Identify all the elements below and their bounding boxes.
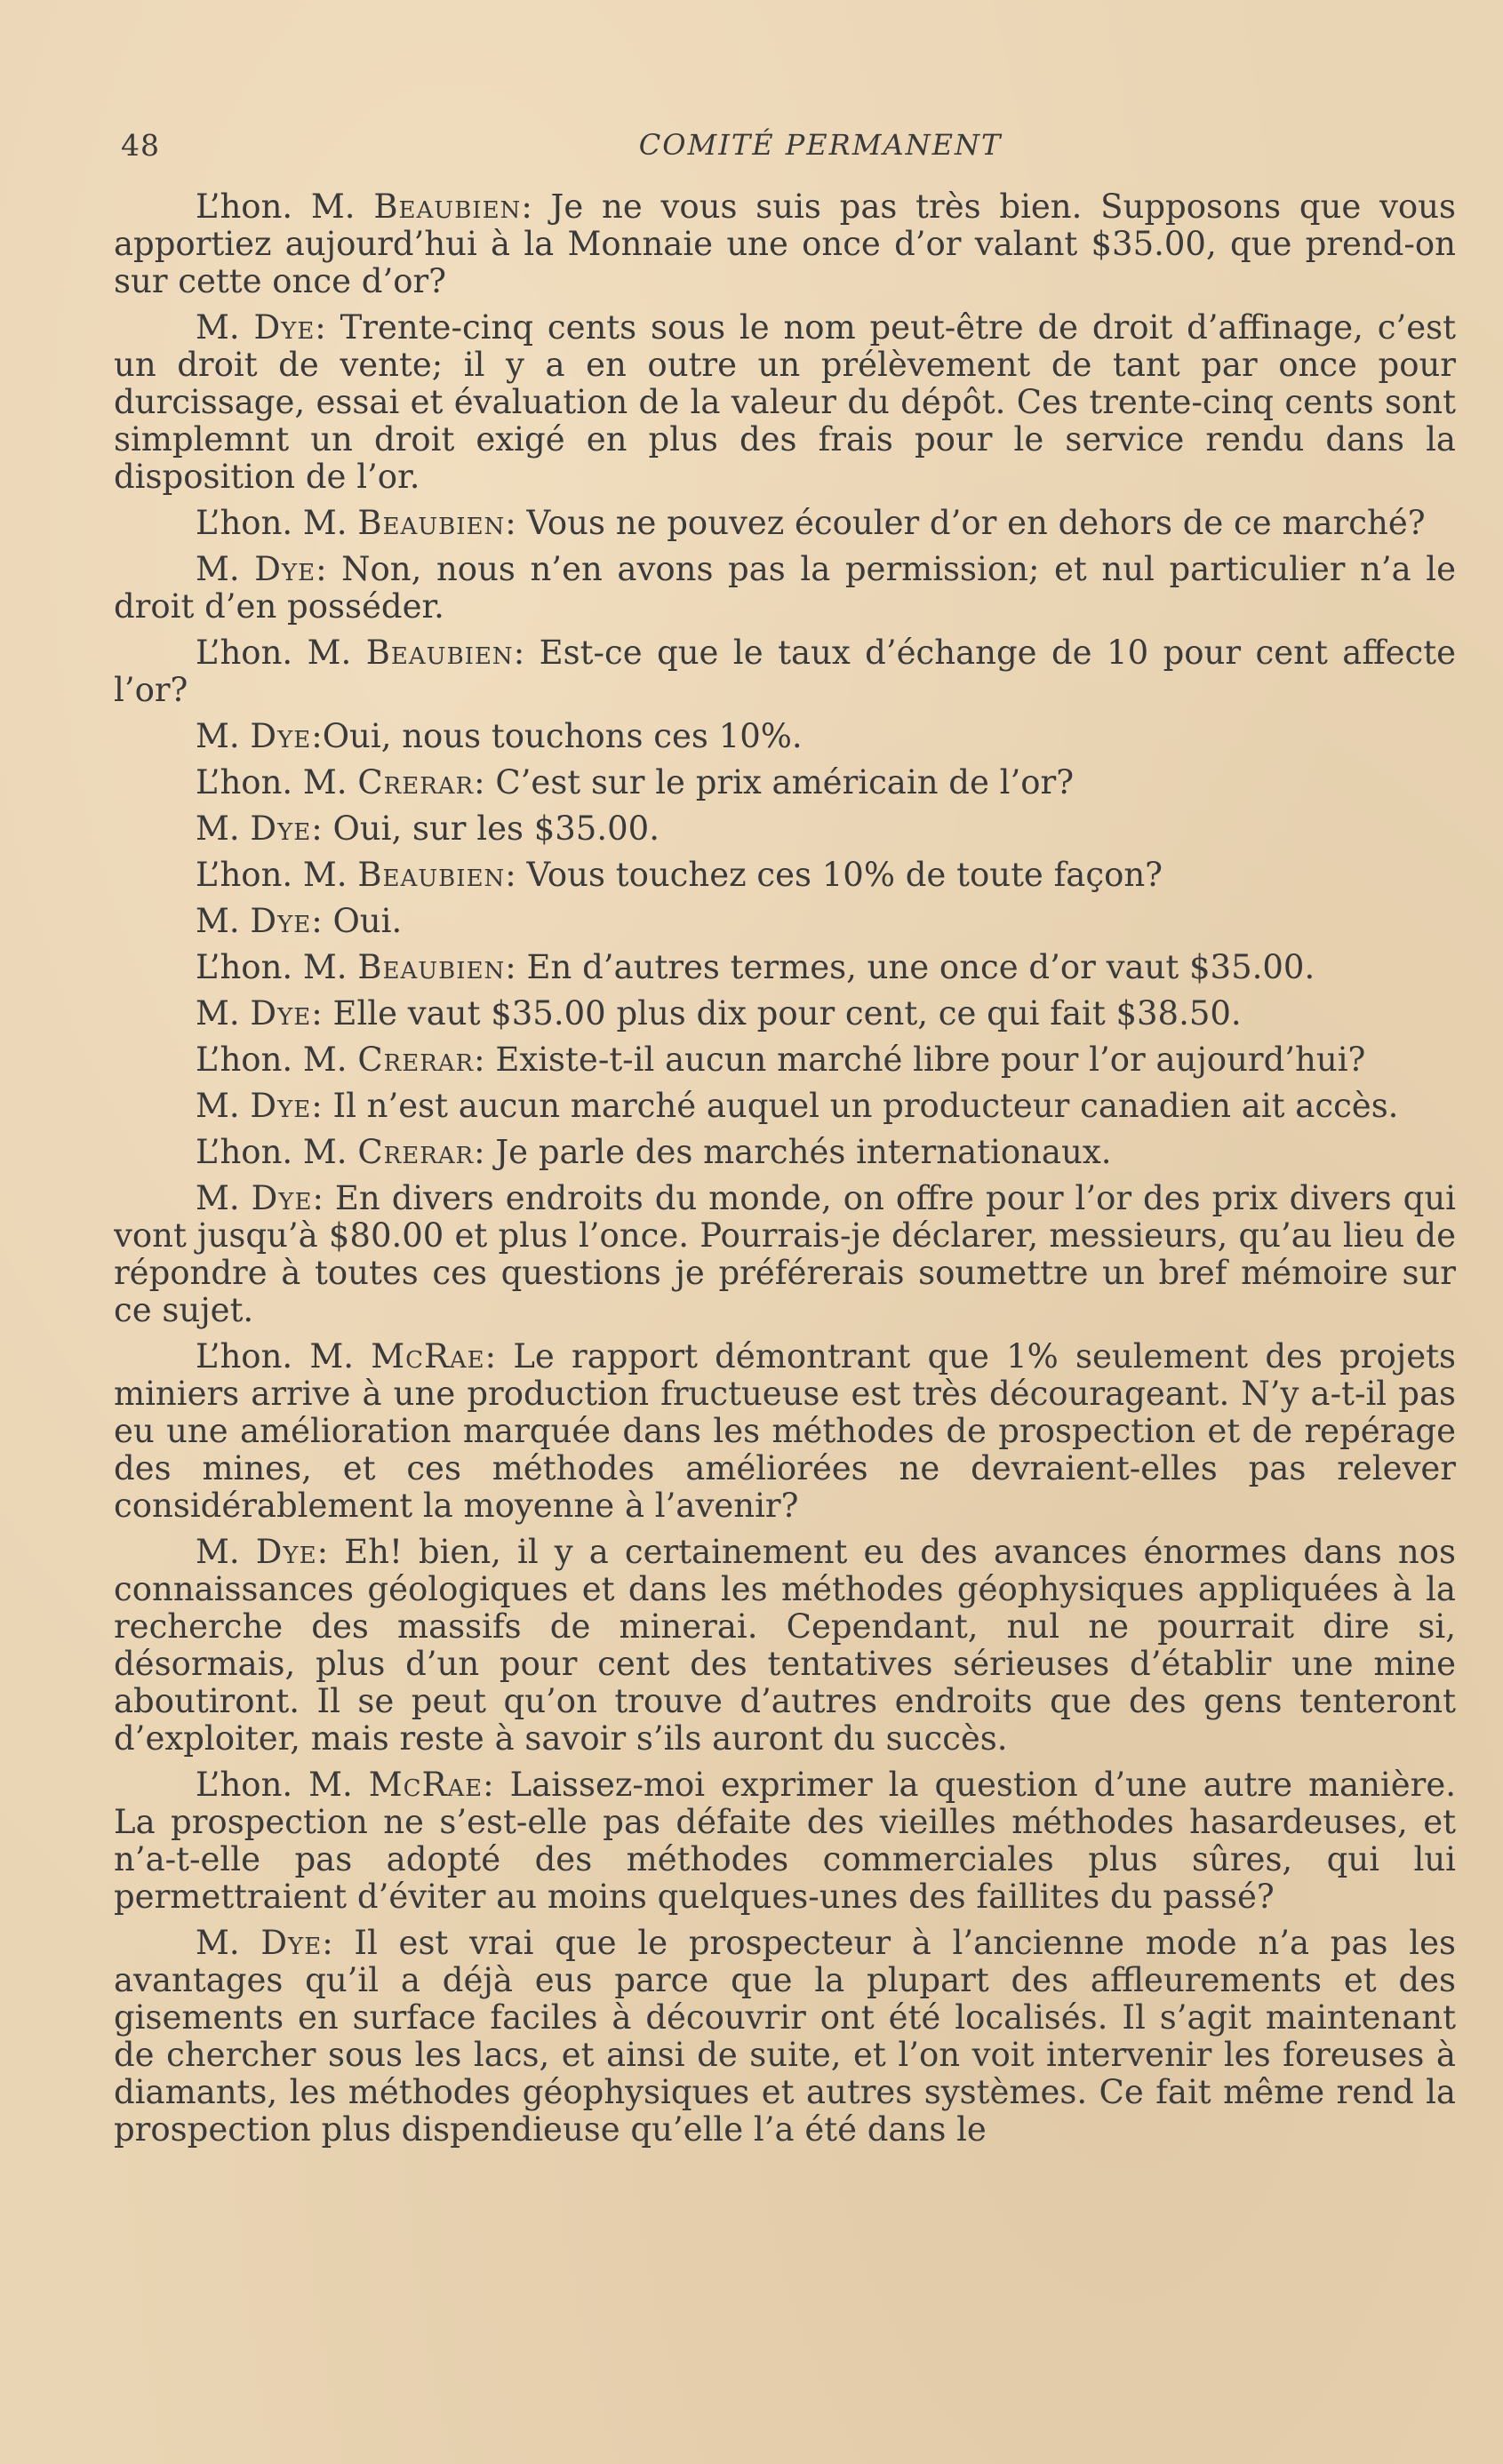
speaker-title: L’hon. M. bbox=[196, 634, 366, 672]
speaker-name: Dye bbox=[250, 1087, 312, 1125]
speaker-name: Dye bbox=[251, 1179, 313, 1217]
speech-text: : Existe-t-il aucun marché libre pour l’or aujourd’hui? bbox=[474, 1041, 1366, 1079]
speech-text: : Oui. bbox=[311, 902, 403, 940]
transcript-paragraph bbox=[114, 764, 1456, 801]
speech-text: : Vous ne pouvez écouler d’or en dehors de ce marché? bbox=[505, 504, 1426, 542]
speech-text: : Laissez-moi exprimer la question d’une autre manière. La prospection ne s’est-elle pas défaite des vieilles méthodes hasardeuses, et n’a-t-elle pas adopté des méthodes commerciales plus sûres, qui lui permettraient d’éviter au moins quelques-unes des faillites du passé? bbox=[114, 1766, 1456, 1916]
speaker-name: Dye bbox=[260, 1924, 323, 1962]
speech-text: : Je ne vous suis pas très bien. Supposons que vous apportiez aujourd’hui à la Monnaie une once d’or valant $35.00, que prend-on sur cette once d’or? bbox=[114, 187, 1456, 300]
speaker-name: Beaubien bbox=[357, 948, 506, 986]
speaker-title: M. bbox=[196, 902, 251, 940]
speaker-title: L’hon. M. bbox=[196, 763, 358, 801]
transcript-paragraph bbox=[114, 1041, 1456, 1079]
speech-text: : En d’autres termes, une once d’or vaut $35.00. bbox=[505, 948, 1315, 986]
transcript-paragraph bbox=[114, 634, 1456, 709]
speech-text: : C’est sur le prix américain de l’or? bbox=[474, 763, 1075, 801]
transcript-paragraph bbox=[114, 1088, 1456, 1125]
transcript-paragraph bbox=[114, 995, 1456, 1033]
speaker-title: L’hon. M. bbox=[196, 948, 358, 986]
speaker-name: Dye bbox=[255, 1533, 317, 1571]
speech-text: : Vous touchez ces 10% de toute façon? bbox=[505, 856, 1163, 894]
speaker-name: Dye bbox=[250, 902, 312, 940]
speaker-title: L’hon. M. bbox=[196, 856, 358, 894]
transcript-paragraph bbox=[114, 188, 1456, 300]
transcript-paragraph bbox=[114, 1925, 1456, 2149]
speaker-name: Dye bbox=[250, 809, 312, 848]
speaker-title: L’hon. M. bbox=[196, 1041, 358, 1079]
transcript-body bbox=[114, 188, 1456, 2149]
transcript-paragraph bbox=[114, 1534, 1456, 1758]
speaker-name: Crerar bbox=[357, 763, 475, 801]
transcript-paragraph bbox=[114, 949, 1456, 986]
speech-text: : Je parle des marchés internationaux. bbox=[474, 1133, 1112, 1171]
speaker-name: Beaubien bbox=[357, 504, 506, 542]
transcript-paragraph bbox=[114, 857, 1456, 894]
speaker-name: McRae bbox=[368, 1766, 484, 1804]
transcript-paragraph bbox=[114, 1338, 1456, 1525]
page-header bbox=[114, 124, 1456, 169]
speaker-name: Beaubien bbox=[365, 634, 514, 672]
speaker-name: Dye bbox=[253, 308, 316, 347]
document-page bbox=[114, 124, 1456, 2435]
transcript-paragraph bbox=[114, 309, 1456, 496]
speaker-title: L’hon. M. bbox=[196, 1766, 369, 1804]
speaker-title: M. bbox=[196, 717, 251, 755]
speech-text: : Est-ce que le taux d’échange de 10 pour cent affecte l’or? bbox=[114, 634, 1456, 709]
speaker-name: Dye bbox=[254, 550, 316, 588]
transcript-paragraph bbox=[114, 505, 1456, 542]
transcript-paragraph bbox=[114, 903, 1456, 940]
speaker-name: Dye bbox=[250, 994, 312, 1033]
transcript-paragraph bbox=[114, 1766, 1456, 1916]
speaker-title: M. bbox=[196, 550, 255, 588]
speaker-title: M. bbox=[196, 994, 251, 1033]
speech-text: : Oui, sur les $35.00. bbox=[311, 809, 660, 848]
speech-text: : Trente-cinq cents sous le nom peut-être de droit d’affinage, c’est un droit de vente; il y a en outre un prélèvement de tant par once pour durcissage, essai et évaluation de la valeur du dépôt. Ces trente-cinq cents sont simplemnt un droit exigé en plus des frais pour le service rendu dans la disposition de l’or. bbox=[114, 308, 1456, 496]
transcript-paragraph bbox=[114, 1134, 1456, 1171]
speaker-title: M. bbox=[196, 809, 251, 848]
speaker-title: L’hon. M. bbox=[196, 1337, 372, 1376]
speaker-title: M. bbox=[196, 1087, 251, 1125]
speaker-title: M. bbox=[196, 308, 254, 347]
speaker-name: Crerar bbox=[357, 1133, 475, 1171]
speech-text: : Eh! bien, il y a certainement eu des avances énormes dans nos connaissances géologiques et dans les méthodes géophysiques appliquées à la recherche des massifs de minerai. Cependant, nul ne pourrait dire si, désormais, plus d’un pour cent des tentatives sérieuses d’établir une mine aboutiront. Il se peut qu’on trouve d’autres endroits que des gens tenteront d’exploiter, mais reste à savoir s’ils auront du succès. bbox=[114, 1533, 1456, 1758]
speaker-title: M. bbox=[196, 1179, 252, 1217]
transcript-paragraph bbox=[114, 1180, 1456, 1329]
speech-text: : Elle vaut $35.00 plus dix pour cent, ce qui fait $38.50. bbox=[311, 994, 1242, 1033]
transcript-paragraph bbox=[114, 718, 1456, 755]
speaker-name: Crerar bbox=[357, 1041, 475, 1079]
speech-text: : Il est vrai que le prospecteur à l’ancienne mode n’a pas les avantages qu’il a déjà eus parce que la plupart des affleurements et des gisements en surface faciles à découvrir ont été localisés. Il s’agit maintenant de chercher sous les lacs, et ainsi de suite, et l’on voit intervenir les foreuses à diamants, les méthodes géophysiques et autres systèmes. Ce fait même rend la prospection plus dispendieuse qu’elle l’a été dans le bbox=[114, 1924, 1456, 2149]
running-title: COMITÉ PERMANENT bbox=[638, 128, 1003, 162]
speaker-name: Dye bbox=[250, 717, 312, 755]
speaker-title: M. bbox=[196, 1924, 261, 1962]
transcript-paragraph bbox=[114, 810, 1456, 848]
speaker-title: L’hon. M. bbox=[196, 187, 374, 226]
speaker-name: Beaubien bbox=[357, 856, 506, 894]
page-number: 48 bbox=[121, 128, 160, 163]
transcript-paragraph bbox=[114, 551, 1456, 626]
speaker-name: McRae bbox=[371, 1337, 485, 1376]
speaker-title: L’hon. M. bbox=[196, 504, 358, 542]
speech-text: : Non, nous n’en avons pas la permission; et nul particulier n’a le droit d’en posséder. bbox=[114, 550, 1456, 626]
speaker-title: L’hon. M. bbox=[196, 1133, 358, 1171]
speech-text: : Le rapport démontrant que 1% seulement des projets miniers arrive à une production fructueuse est très décourageant. N’y a-t-il pas eu une amélioration marquée dans les méthodes de prospection et de repérage des mines, et ces méthodes améliorées ne devraient-elles pas relever considérablement la moyenne à l’avenir? bbox=[114, 1337, 1456, 1525]
speech-text: : En divers endroits du monde, on offre pour l’or des prix divers qui vont jusqu’à $80.00 et plus l’once. Pourrais-je déclarer, messieurs, qu’au lieu de répondre à toutes ces questions je préférerais soumettre un bref mémoire sur ce sujet. bbox=[114, 1179, 1456, 1329]
speaker-title: M. bbox=[196, 1533, 256, 1571]
speaker-name: Beaubien bbox=[373, 187, 522, 226]
speech-text: :Oui, nous touchons ces 10%. bbox=[311, 717, 803, 755]
speech-text: : Il n’est aucun marché auquel un producteur canadien ait accès. bbox=[311, 1087, 1399, 1125]
